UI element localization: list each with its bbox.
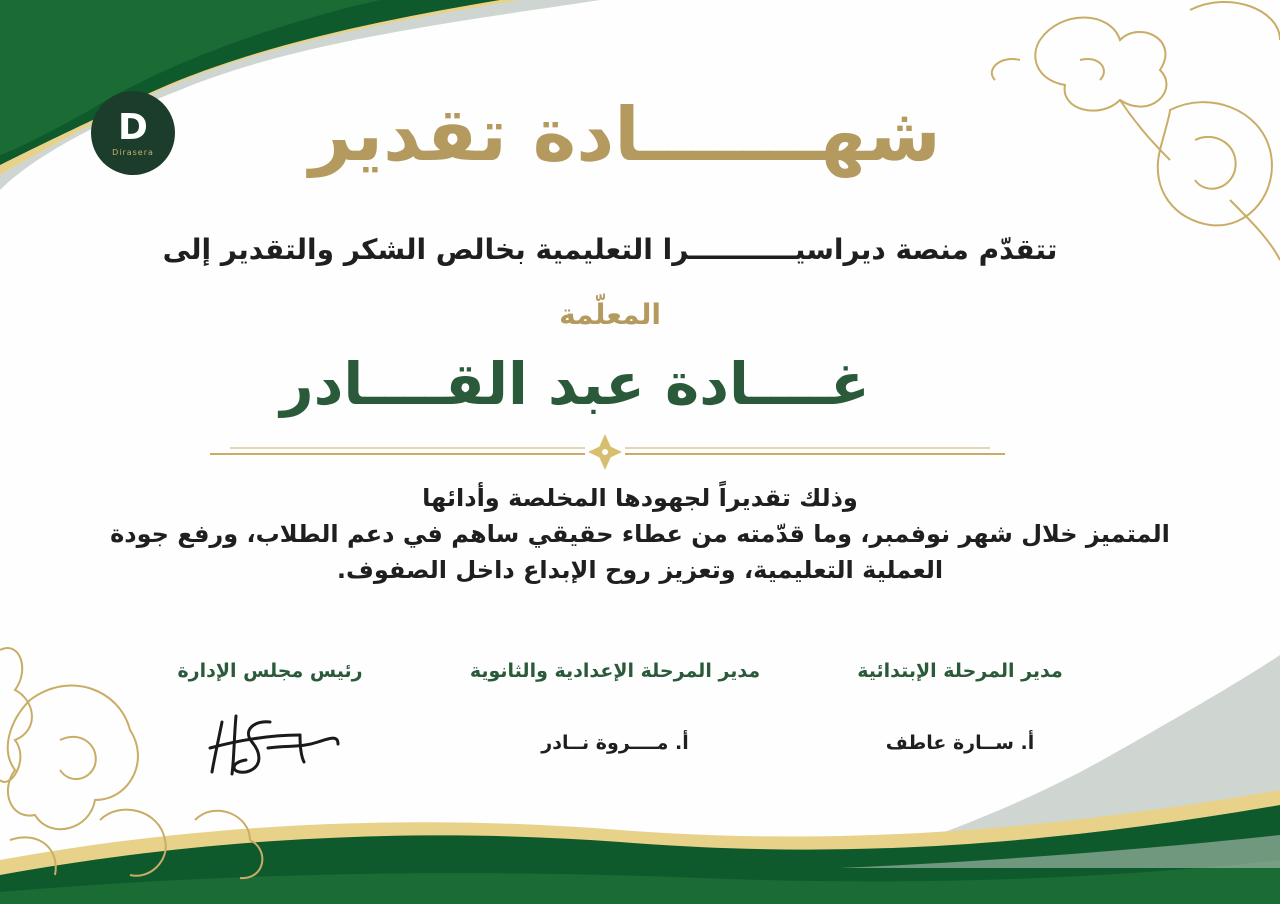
body-line: المتميز خلال شهر نوفمبر، وما قدّمته من عطاء حقيقي ساهم في دعم الطلاب، ورفع جودة xyxy=(110,520,1170,548)
certificate-body xyxy=(70,480,1210,588)
certificate-title: شهـــــــادة تقدير xyxy=(309,92,941,178)
signatory-title: مدير المرحلة الإبتدائية xyxy=(857,660,1063,682)
body-line: وذلك تقديراً لجهودها المخلصة وأدائها xyxy=(422,484,858,512)
certificate-intro: تتقدّم منصة ديراسيـــــــــــرا التعليمية بخالص الشكر والتقدير إلى xyxy=(162,233,1058,266)
logo-name: Dirasera xyxy=(112,147,154,157)
logo xyxy=(91,91,175,175)
signatory-title: رئيس مجلس الإدارة xyxy=(177,660,363,682)
recipient-name: غــــادة عبد القــــادر xyxy=(280,350,870,418)
logo-letter: D xyxy=(118,106,148,148)
signature-mark xyxy=(210,716,338,774)
recipient-role: المعلّمة xyxy=(559,298,661,331)
signatory-name: أ. مــــروة نــادر xyxy=(541,732,689,754)
body-line: العملية التعليمية، وتعزيز روح الإبداع داخل الصفوف. xyxy=(336,556,944,584)
ornament-divider-icon xyxy=(210,434,1005,470)
signatory-name: أ. ســارة عاطف xyxy=(885,732,1035,754)
floral-corner-top-right xyxy=(992,2,1280,260)
signatory-title: مدير المرحلة الإعدادية والثانوية xyxy=(469,660,761,682)
